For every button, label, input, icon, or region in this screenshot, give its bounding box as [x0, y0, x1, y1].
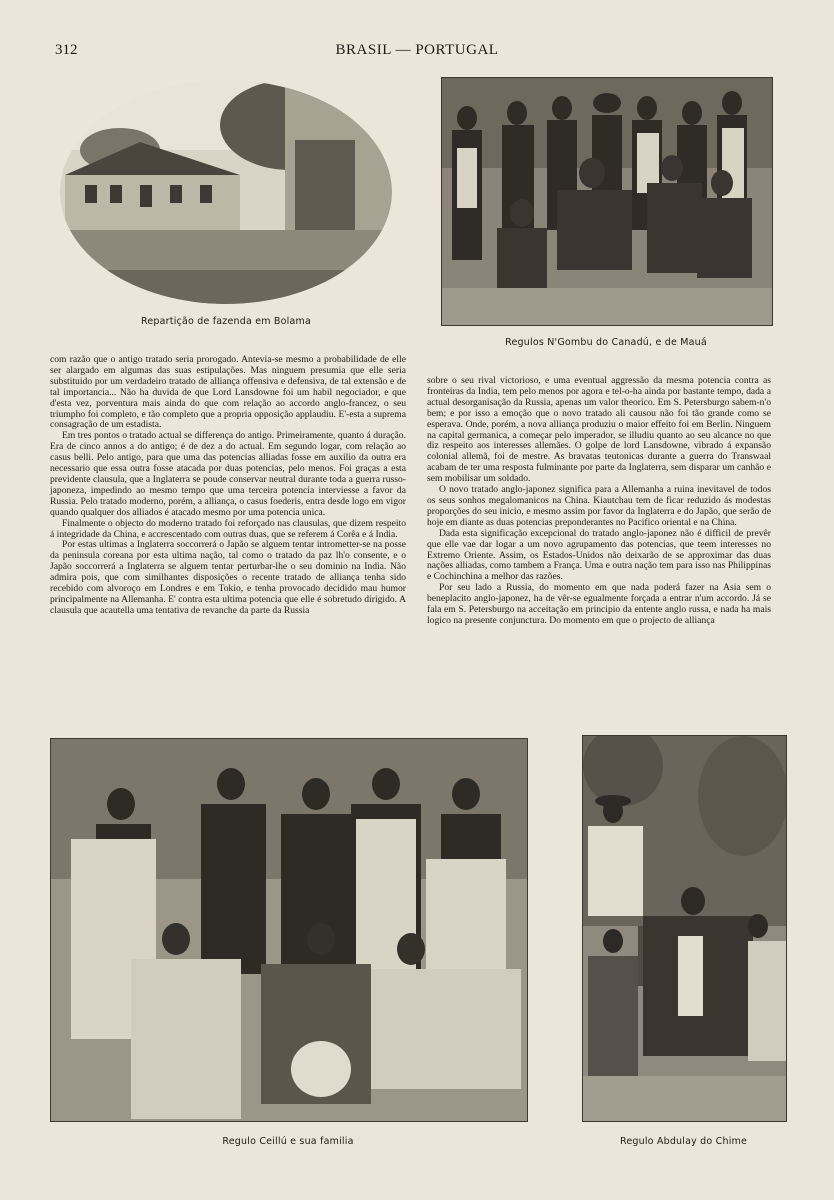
running-head: BRASIL — PORTUGAL [335, 42, 499, 58]
photo-regulos-gombu [441, 77, 773, 326]
photo-regulo-abdulay [582, 735, 787, 1122]
paragraph: Por estas ultimas a Inglaterra soccorrerá o Japão se alguem tentar intrometter-se na posse da peninsula coreana por esta ultima nação, tal como o tratado da paz lh'o consente, e o Japão soccorrerá a Inglaterra se alguem tentar perturbar-lhe o seu dominio na India. Não admira pois, que com similhantes disposições o recente tratado de alliança tenha sido recebido com alvoroço em Londres e em Tokio, e tenha provocado decidido mau humor principalmente na Allemanha. E' contra esta ultima potencia que elle é sobretudo dirigido. A clausula que acautella uma tentativa de revanche da parte da Russia [50, 539, 406, 616]
caption-regulo-abdulay: Regulo Abdulay do Chime [619, 1136, 748, 1147]
paragraph: Por seu lado a Russia, do momento em que nada poderá fazer na Asia sem o beneplacito anglo-japonez, ha de vêr-se egualmente forçada a entrar n'um accordo. Já se fala em S. Petersburgo na acceitação em principio da entente anglo russa, e nada ha mais logico na presente conjunctura. Do momento em que o projecto de alliança [427, 582, 771, 626]
paragraph: O novo tratado anglo-japonez significa para a Allemanha a ruina inevitavel de todos os seus sonhos megalomanicos na China. Kiautchau tem de ficar reduzido ás modestas proporções do seu inicio, e mesmo assim por favor da Inglaterra e do Japão, que serão de hoje em diante as duas potencias preponderantes no Pacifico oriental e na China. [427, 484, 771, 528]
page-number: 312 [55, 42, 78, 58]
text-column-left [50, 355, 406, 617]
paragraph: Em tres pontos o tratado actual se differença do antigo. Primeiramente, quanto á duração. Era de cinco annos a do antigo; é de dez a do actual. Em segundo logar, com relação ao casus belli. Pelo antigo, para que uma das potencias alliadas fosse em auxilio da outra era necessario que essa outra fosse atacada por duas potencias, pelo menos. Foi graças a esta previdente clausula, que a Inglaterra se poude conservar neutral durante toda a guerra russo-japoneza, impedindo ao mesmo tempo que uma terceira potencia interviesse a favor da Russia. Pelo tratado moderno, porém, a alliança, o casus foederis, entra desde logo em vigor quando qualquer dos alliados é atacado mesmo por uma potencia unica. [50, 430, 406, 518]
photo-regulo-ceillu [50, 738, 528, 1122]
photo-bolama [60, 80, 392, 304]
photo-regulo-ceillu-illustration [51, 739, 527, 1121]
paragraph: sobre o seu rival victorioso, e uma eventual aggressão da mesma potencia contra as fronteiras da India, tem pelo menos por agora e tel-o-ha ainda por bastante tempo, dada a actual desorganisação da Russia, apenas um valor theorico. Em S. Petersburgo sabem-n'o bem; e por isso a emoção que o novo tratado ali causou não foi tão grande como se esperava. Onde, porém, a nova alliança produziu o maior effeito foi em Berlin. Ninguem na capital germanica, a começar pelo imperador, se illudiu quanto ao seu alcance no que diz respeito aos interesses allemães. O golpe de lord Lansdowne, vibrado á expansão colonial allemã, foi de mestre. As bravatas teutonicas durante a guerra do Transwaal acabam de ter uma resposta fulminante por parte da Inglaterra, sem disparar um canhão e sem mobilisar um soldado. [427, 375, 771, 485]
text-column-right [427, 376, 771, 627]
caption-regulos-gombu: Regulos N'Gombu do Canadú, e de Mauá [505, 337, 707, 348]
photo-regulo-abdulay-illustration [583, 736, 786, 1121]
photo-bolama-illustration [60, 80, 392, 304]
caption-regulo-ceillu: Regulo Ceillú e sua familia [222, 1136, 354, 1147]
paragraph: Dada esta significação excepcional do tratado anglo-japonez não é difficil de prevêr que elle vae dar logar a um novo agrupamento das potencias, que teem interesses no Extremo Oriente. Assim, os Estados-Unidos não deixarão de se approximar das duas nações alliadas, como tambem a França. Uma e outra nação tem para isso nas Philippinas e Cochinchina a melhor das razões. [427, 527, 771, 583]
paragraph: com razão que o antigo tratado seria prorogado. Antevia-se mesmo a probabilidade de elle ser alargado em algumas das suas estipulações. Mas ninguem presumia que elle seria substituido por um verdadeiro tratado de alliança offensiva e defensiva, de tal extensão e de tal importancia... Não ha duvida de que Lord Lansdowne foi um habil negociador, e que d'esta vez, porventura mais ainda do que com relação ao accordo anglo-francez, o seu triumpho foi completo, e tão completo que a propria opposição applaudiu. E'-esta a suprema consagração de um estadista. [50, 354, 406, 431]
caption-bolama: Repartição de fazenda em Bolama [141, 316, 311, 327]
photo-regulos-gombu-illustration [442, 78, 772, 325]
paragraph: Finalmente o objecto do moderno tratado foi reforçado nas clausulas, que dizem respeito á integridade da China, e accrescentado com outras duas, que se referem á Corêa e á India. [50, 517, 406, 540]
